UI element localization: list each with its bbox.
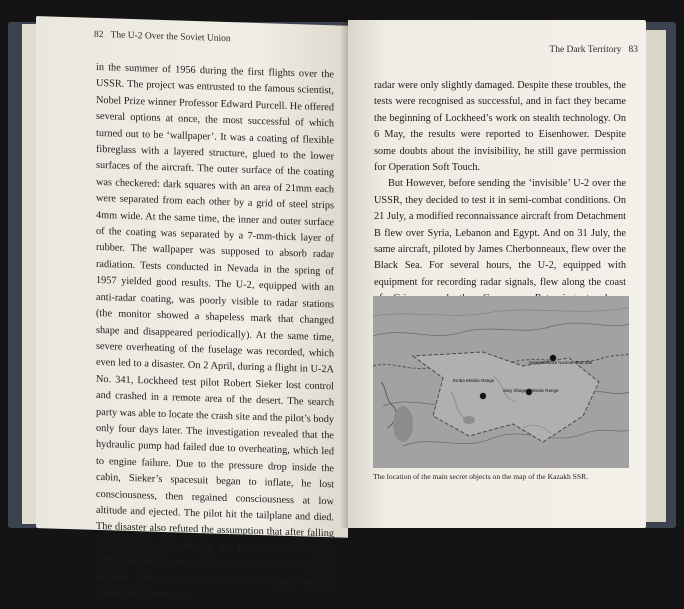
left-running-head-title: The U-2 Over the Soviet Union <box>110 30 231 45</box>
figure-caption: The location of the main secret objects on the map of the Kazakh SSR. <box>373 472 589 481</box>
right-paragraph: But However, before sending the ‘invisible’ U-2 over the USSR, they decided to test it in semi-combat conditions. On 21 July, a modified reconnaissance aircraft from Detachment B flew over Syria, Lebanon and Egypt. And on 31 July, the same aircraft, piloted by James Cherbonneaux, flew over the Black Sea. For several hours, the U-2, equipped with equipment for recording radar signals, flew along the coast <box>374 178 626 288</box>
map-label-sary-shagan: Sary Shagan Missile Range <box>503 388 559 393</box>
right-running-head-title: The Dark Territory <box>549 45 622 55</box>
right-page-number: 83 <box>628 45 638 55</box>
left-running-header <box>94 30 231 44</box>
right-running-header <box>549 45 638 55</box>
right-paragraph: radar were only slightly damaged. Despite these troubles, the tests were recognised as successful, and in fact they became the beginning of Lockheed’s work on stealth technology. On 6 May, the results were reported to Eisenhower. Despite some doubts about the invisibility, he still gave permission for Operation Soft Touch. <box>374 80 626 174</box>
left-paragraph: in the summer of 1956 during the first flights over the USSR. The project was entrusted to the famous scientist, Nobel Prize winner Professor Edward Purcell. He offered several options at once, the most successful of which turned out to be ‘wallpaper’. It was a coating of flexible fibreglass with a layered structure, glued to the lower surfaces of the aircraft. The outer surface of the coating was checkered: dark squares with an area of 21mm each were separated from each other by a grid of steel strips 4mm wide. At the same time, the inner and outer surface of the coating was separated by a 7-mm-thick layer of rubber. The wallpaper was supposed to absorb radar radiation. Tests conducted in Nevada in the spring of 1957 yielded good results. The U-2, equipped with an anti-radar coating, was poorly visible to radar stations (the monitor showed a shapeless mark that changed shape and disappeared periodically). At the same time, severe overheating of the fuselage was recorded, which even led to a disaster. On 2 April, during a flight in U-2A No. 341, Lockheed test pilot Robert Sieker lost control and crashed in a remote area of the desert. The search party was able to locate the crash site and the pilot’s body only four days later. The investigation revealed that the hydraulic pump had failed due to overheating, which led to engine failure. Due to the pressure drop inside the cabin, Sieker’s spacesuit began to inflate, he lost consciousness, then regained consciousness at low altitude and ejected. The pilot hit the tailplane and died. The disaster also refuted the assumption that after falling from such a great height, the U-2 would be totally destroyed and no one would be able to determine its true purpose. The aircraft was severely deformed but the camera equipment and <box>96 61 334 601</box>
map-label-emba: Emba Missile Range <box>453 378 495 383</box>
left-page <box>36 16 348 601</box>
right-page <box>348 20 646 528</box>
kazakh-ssr-map-figure <box>373 296 629 468</box>
right-body-text <box>374 78 626 324</box>
left-page-number: 82 <box>94 29 104 41</box>
map-label-semipalatinsk: Semipalatinsk Nuclear Test Site <box>529 360 593 365</box>
map-graphic <box>373 296 629 468</box>
map-marker-emba <box>480 393 486 399</box>
left-body-text <box>96 60 334 609</box>
